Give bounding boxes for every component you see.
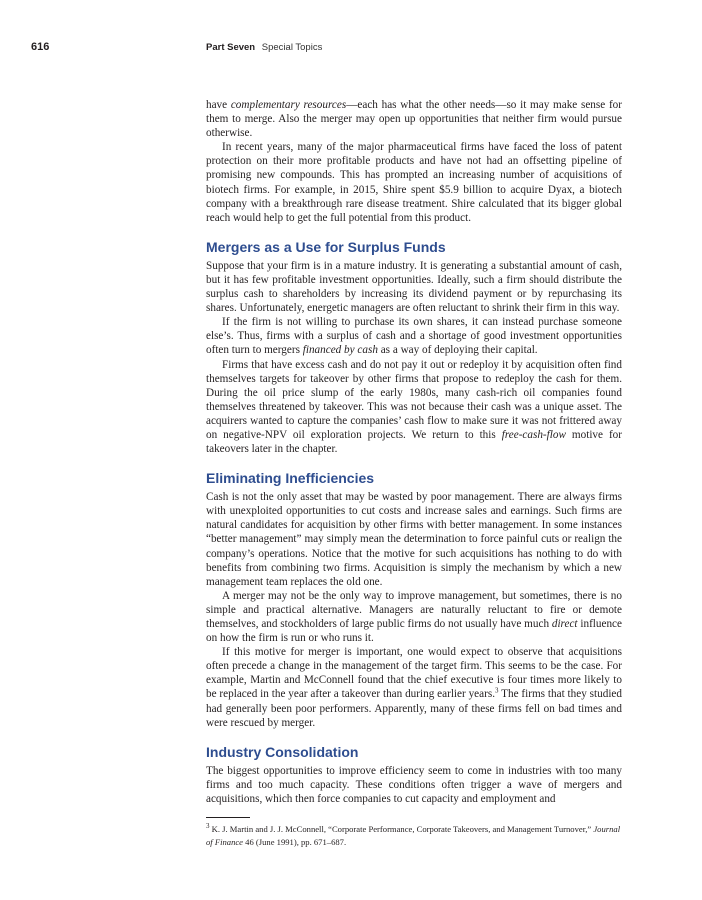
paragraph-surplus-2: If the firm is not willing to purchase its own shares, it can instead purchase someone else’s. Thus, firms with a surplus of cash and a shortage of good investment opportunities often turn to mergers financed by cash as a way of deploying their capital. [206, 316, 622, 357]
footnote-3: $^3$ K. J. Martin and J. J. McConnell, “Corporate Performance, Corporate Takeovers, and Management Turnover,” Journal of Finance 46 (June 1991), pp. 671–687. [206, 822, 621, 847]
footnote [206, 823, 626, 848]
running-head [206, 42, 322, 53]
running-head-chapter: Special Topics [261, 42, 323, 53]
paragraph-surplus-1: Suppose that your firm is in a mature industry. It is generating a substantial amount of cash, but it has few profitable investment opportunities. Ideally, such a firm should distribute the surplus cash to shareholders by increasing its dividend payment or by repurchasing its shares. Unfortunately, energetic managers are often reluctant to shrink their firm in this way. [206, 259, 622, 315]
heading-surplus-funds: Mergers as a Use for Surplus Funds [206, 238, 446, 255]
emphasis-free-cash-flow: free-cash-flow [501, 428, 566, 441]
paragraph-inefficiencies-1: Cash is not the only asset that may be wasted by poor management. There are always firms with unexploited opportunities to cut costs and increase sales and earnings. Such firms are natural candidates for acquisition by other firms with better management. In some instances “better management” may simply mean the determination to force painful cuts or realign the company’s operations. Notice that the motive for such acquisitions has nothing to do with benefits from combining two firms. Acquisition is simply the mechanism by which a new management team replaces the old one. [206, 491, 622, 588]
paragraph-surplus-3: Firms that have excess cash and do not pay it out or redeploy it by acquisition often find themselves targets for takeover by other firms that propose to redeploy the cash for them. During the oil price slump of the early 1980s, many cash-rich oil companies found themselves threatened by takeover. This was not because their cash was a unique asset. The acquirers wanted to capture the companies’ cash flow to make sure it was not frittered away on negative-NPV oil exploration projects. We return to this free-cash-flow motive for takeovers later in the chapter. [206, 358, 622, 456]
paragraph-inefficiencies-3: If this motive for merger is important, one would expect to observe that acquisitions often precede a change in the management of the target firm. This seems to be the case. For example, Martin and McConnell found that the chief executive is four times more likely to be replaced in the year after a takeover than during earlier years.$^3$ The firms that they studied had generally been poor performers. Apparently, many of these firms fell on bad times and were rescued by merger. [206, 646, 622, 729]
page-number: 616 [31, 41, 50, 53]
paragraph-intro: have complementary resources—each has what the other needs—so it may make sense for them to merge. Also the merger may open up opportunities that neither firm would pursue otherwise. [206, 99, 622, 140]
footnote-divider [206, 817, 250, 818]
paragraph-pharma: In recent years, many of the major pharmaceutical firms have faced the loss of patent protection on their more profitable products and have not had an offsetting pipeline of promising new compounds. This has prompted an increasing number of acquisitions of biotech firms. For example, in 2015, Shire spent $5.9 billion to acquire Dyax, a biotech company with a breakthrough rare disease treatment. Shire calculated that its bigger global reach would help to get the full potential from this product. [206, 141, 622, 224]
heading-eliminating-inefficiencies: Eliminating Inefficiencies [206, 470, 375, 487]
footnote-marker: 3 [206, 822, 210, 831]
running-head-part: Part Seven [206, 42, 256, 53]
heading-industry-consolidation: Industry Consolidation [206, 743, 359, 760]
emphasis-direct: direct [551, 618, 578, 630]
emphasis-financed-by-cash: financed by cash [302, 344, 378, 357]
paragraph-industry-1: The biggest opportunities to improve efficiency seem to come in industries with too many firms and too much capacity. These conditions often trigger a wave of mergers and acquisitions, which then force companies to cut capacity and employment and [206, 764, 622, 805]
emphasis-complementary-resources: complementary resources [230, 99, 347, 111]
body-text [206, 98, 622, 806]
paragraph-inefficiencies-2: A merger may not be the only way to improve management, but sometimes, there is no simple and practical alternative. Managers are naturally reluctant to fire or demote themselves, and stockholders of large public firms do not usually have much direct influence on how the firm is run or who runs it. [206, 589, 622, 645]
footnote-journal: Journal of Finance [206, 824, 621, 847]
footnote-reference[interactable]: 3 [495, 686, 499, 695]
